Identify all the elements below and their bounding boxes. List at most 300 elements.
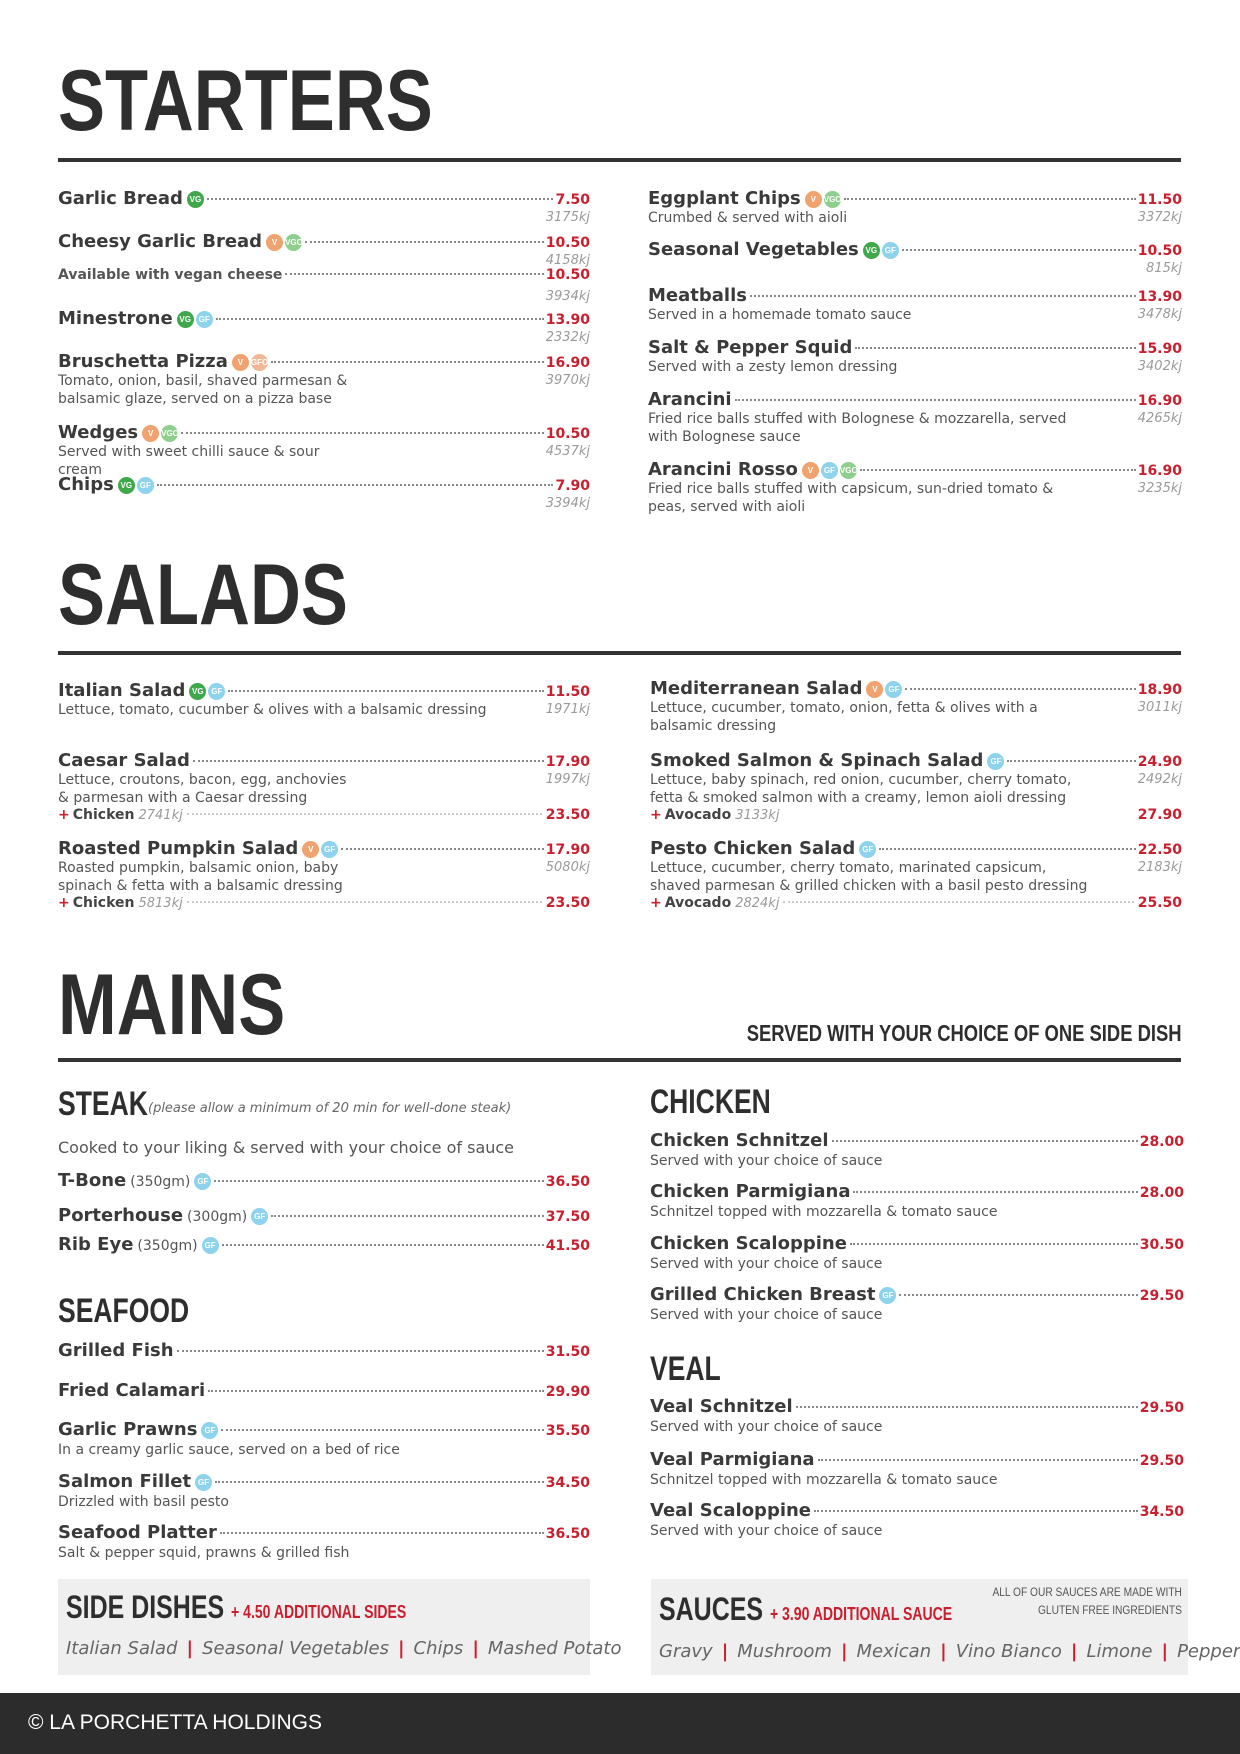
- chicken-title: CHICKEN: [650, 1083, 771, 1121]
- item-weight: (350gm): [137, 1238, 198, 1254]
- item-kilojoules: 1971kj: [545, 702, 590, 717]
- dietary-badges: [866, 681, 902, 698]
- side-dish-italian-salad: Italian Salad: [66, 1638, 178, 1659]
- badge-gf-icon: GF: [821, 462, 838, 479]
- item-description: Served with your choice of sauce: [650, 1419, 883, 1435]
- sauces-title-text: SAUCES: [659, 1591, 764, 1627]
- leader-dots: [216, 318, 544, 320]
- addon-kilojoules: 2824kj: [735, 896, 780, 911]
- badge-vgo-icon: VGO: [840, 462, 857, 479]
- item-kilojoules: 2492kj: [1137, 772, 1182, 787]
- badge-gf-icon: GF: [879, 1287, 896, 1304]
- badge-vg-icon: VG: [189, 683, 206, 700]
- menu-item-row: [650, 838, 1182, 860]
- sauces-extra: + 3.90 ADDITIONAL SAUCE: [769, 1604, 953, 1624]
- menu-item-mediterranean-salad: [650, 678, 1182, 735]
- addon-name: Avocado: [664, 895, 732, 911]
- addon-kilojoules: 2741kj: [138, 808, 183, 823]
- item-description: Served with your choice of sauce: [650, 1153, 883, 1169]
- mains-side-note: SERVED WITH YOUR CHOICE OF ONE SIDE DISH: [747, 1020, 1182, 1046]
- side-dish-chips: Chips: [413, 1638, 464, 1659]
- leader-dots: [844, 198, 1136, 200]
- leader-dots: [215, 1481, 544, 1483]
- sauces-gf-note-line1: ALL OF OUR SAUCES ARE MADE WITH: [992, 1585, 1182, 1599]
- item-description: Served with a zesty lemon dressing: [648, 359, 898, 375]
- leader-dots: [796, 1406, 1138, 1408]
- salads-heading: SALADS: [58, 547, 348, 643]
- item-description: Served in a homemade tomato sauce: [648, 307, 912, 323]
- menu-item-row: [650, 1181, 1184, 1203]
- item-description: Fried rice balls stuffed with Bolognese & mozzarella, served with Bolognese sauce: [648, 411, 1067, 445]
- addon-leader: [187, 813, 542, 815]
- badge-vg-icon: VG: [177, 311, 194, 328]
- badge-v-icon: V: [866, 681, 883, 698]
- side-dishes-title-text: SIDE DISHES: [66, 1589, 225, 1625]
- item-kilojoules: 4265kj: [1137, 411, 1182, 426]
- item-description: Fried rice balls stuffed with capsicum, sun-dried tomato & peas, served with aioli: [648, 481, 1054, 515]
- item-price: 10.50: [545, 235, 590, 251]
- menu-item-row: [58, 750, 590, 772]
- addon-plus: +: [58, 807, 70, 823]
- leader-dots: [1007, 760, 1135, 762]
- item-name: Garlic Bread: [58, 188, 183, 209]
- menu-item-row: [58, 474, 590, 496]
- addon-plus: +: [650, 895, 662, 911]
- item-name: Italian Salad: [58, 680, 186, 701]
- badge-gfo-icon: GFO: [251, 354, 268, 371]
- starters-rule: [58, 158, 1181, 162]
- menu-item-garlic-bread: [58, 188, 590, 226]
- dietary-badges: [232, 354, 268, 371]
- menu-item-row: [648, 459, 1182, 481]
- badge-gf-icon: GF: [201, 1422, 218, 1439]
- addon-row: [650, 807, 1182, 825]
- badge-gf-icon: GF: [137, 477, 154, 494]
- dietary-badges: [863, 242, 899, 259]
- item-kilojoules: 3372kj: [1137, 210, 1182, 225]
- dietary-badges: [802, 462, 857, 479]
- addon-kilojoules: 3133kj: [735, 808, 780, 823]
- leader-dots: [905, 688, 1135, 690]
- item-price: 34.50: [545, 1475, 590, 1491]
- leader-dots: [832, 1140, 1138, 1142]
- item-name: Chips: [58, 474, 114, 495]
- dietary-badges: [302, 841, 338, 858]
- starters-heading: STARTERS: [58, 53, 433, 149]
- badge-v-icon: V: [232, 354, 249, 371]
- badge-gf-icon: GF: [251, 1208, 268, 1225]
- mains-rule: [58, 1058, 1181, 1062]
- item-kilojoules: 815kj: [1146, 261, 1182, 276]
- badge-gf-icon: GF: [987, 753, 1004, 770]
- item-name: Grilled Fish: [58, 1340, 174, 1361]
- item-kilojoules: 3011kj: [1137, 700, 1182, 715]
- item-description: Lettuce, cucumber, tomato, onion, fetta & olives with a balsamic dressing: [650, 700, 1038, 734]
- menu-item-row: [58, 231, 590, 253]
- item-kilojoules: 3402kj: [1137, 359, 1182, 374]
- item-price: 29.50: [1139, 1400, 1184, 1416]
- item-price: 36.50: [545, 1526, 590, 1542]
- item-description: Lettuce, cucumber, cherry tomato, marinated capsicum, shaved parmesan & grilled chicken with a basil pesto dressing: [650, 860, 1088, 894]
- menu-item-pesto-chicken-salad: [650, 838, 1182, 913]
- leader-dots: [860, 469, 1136, 471]
- leader-dots: [177, 1350, 544, 1352]
- item-price: 30.50: [1139, 1237, 1184, 1253]
- item-kilojoules: 3235kj: [1137, 481, 1182, 496]
- item-description: Tomato, onion, basil, shaved parmesan & balsamic glaze, served on a pizza base: [58, 373, 348, 407]
- leader-dots: [853, 1191, 1137, 1193]
- dietary-badges: [118, 477, 154, 494]
- dietary-badges: [201, 1422, 218, 1439]
- dietary-badges: [177, 311, 213, 328]
- sauces-gf-note: [993, 1583, 1182, 1619]
- item-price: 29.50: [1139, 1453, 1184, 1469]
- menu-item-row: [650, 1500, 1184, 1522]
- menu-item-row: [58, 1205, 590, 1227]
- side-dish-mashed-potato: Mashed Potato: [487, 1638, 622, 1659]
- dietary-badges: [189, 683, 225, 700]
- separator: |: [397, 1638, 405, 1659]
- item-price: 35.50: [545, 1423, 590, 1439]
- item-price: 13.90: [1137, 289, 1182, 305]
- item-price: 11.50: [545, 684, 590, 700]
- menu-item-caesar-salad: [58, 750, 590, 825]
- menu-item-row: [58, 1471, 590, 1493]
- item-name: Veal Scaloppine: [650, 1500, 812, 1521]
- sauce-vino-bianco: Vino Bianco: [955, 1641, 1062, 1662]
- item-price: 16.90: [1137, 393, 1182, 409]
- item-price: 13.90: [545, 312, 590, 328]
- item-name: Pesto Chicken Salad: [650, 838, 856, 859]
- menu-item-grilled-chicken-breast: [650, 1284, 1184, 1324]
- menu-item-salt-pepper-squid: [648, 337, 1182, 376]
- item-name: Available with vegan cheese: [58, 267, 283, 283]
- menu-item-chicken-parmigiana: [650, 1181, 1184, 1221]
- leader-dots: [818, 1459, 1138, 1461]
- veal-title: VEAL: [650, 1350, 721, 1388]
- menu-item-row: [58, 267, 590, 289]
- menu-item-row: [648, 188, 1182, 210]
- side-dishes-box: [58, 1579, 622, 1675]
- item-kilojoules: 3394kj: [545, 496, 590, 511]
- item-price: 17.90: [545, 754, 590, 770]
- menu-item-row: [58, 351, 590, 373]
- item-name: Eggplant Chips: [648, 188, 801, 209]
- addon-row: [58, 895, 590, 913]
- salads-rule: [58, 651, 1181, 655]
- side-dish-seasonal-vegetables: Seasonal Vegetables: [202, 1638, 389, 1659]
- side-dishes-list: [66, 1638, 621, 1659]
- item-name: Chicken Parmigiana: [650, 1181, 851, 1202]
- menu-item-salmon-fillet: [58, 1471, 590, 1511]
- addon-leader: [187, 901, 542, 903]
- menu-item-minestrone: [58, 308, 590, 346]
- badge-vgo-icon: VGO: [285, 234, 302, 251]
- leader-dots: [750, 295, 1136, 297]
- badge-vg-icon: VG: [187, 191, 204, 208]
- menu-item-t-bone: [58, 1170, 590, 1192]
- item-description: Roasted pumpkin, balsamic onion, baby spinach & fetta with a balsamic dressing: [58, 860, 343, 894]
- dietary-badges: [251, 1208, 268, 1225]
- item-name: Bruschetta Pizza: [58, 351, 228, 372]
- menu-item-row: [648, 239, 1182, 261]
- menu-item-row: [58, 1380, 590, 1402]
- item-name: Veal Schnitzel: [650, 1396, 793, 1417]
- menu-item-bruschetta-pizza: [58, 351, 590, 408]
- item-description: Served with your choice of sauce: [650, 1523, 883, 1539]
- leader-dots: [735, 399, 1136, 401]
- dietary-badges: [195, 1474, 212, 1491]
- item-name: Chicken Schnitzel: [650, 1130, 829, 1151]
- menu-item-row: [58, 1170, 590, 1192]
- item-price: 7.90: [555, 478, 590, 494]
- leader-dots: [157, 484, 554, 486]
- addon-kilojoules: 5813kj: [138, 896, 183, 911]
- menu-item-row: [650, 750, 1182, 772]
- menu-item-fried-calamari: [58, 1380, 590, 1402]
- addon-name: Chicken: [72, 895, 135, 911]
- item-price: 22.50: [1137, 842, 1182, 858]
- dietary-badges: [202, 1237, 219, 1254]
- menu-item-row: [650, 1396, 1184, 1418]
- item-description: Schnitzel topped with mozzarella & tomato sauce: [650, 1204, 998, 1220]
- menu-item-veal-parmigiana: [650, 1449, 1184, 1489]
- addon-row: [650, 895, 1182, 913]
- addon-leader: [783, 901, 1133, 903]
- menu-item-meatballs: [648, 285, 1182, 324]
- sauce-mushroom: Mushroom: [737, 1641, 832, 1662]
- item-weight: (350gm): [130, 1174, 191, 1190]
- item-kilojoules: 3478kj: [1137, 307, 1182, 322]
- leader-dots: [850, 1243, 1138, 1245]
- sauces-gf-note-line2: GLUTEN FREE INGREDIENTS: [1038, 1603, 1182, 1617]
- separator: |: [472, 1638, 479, 1659]
- item-description: Lettuce, croutons, bacon, egg, anchovies & parmesan with a Caesar dressing: [58, 772, 347, 806]
- dietary-badges: [142, 425, 178, 442]
- leader-dots: [879, 848, 1135, 850]
- item-name: Seafood Platter: [58, 1522, 217, 1543]
- menu-item-row: [650, 1449, 1184, 1471]
- item-price: 10.50: [545, 267, 590, 283]
- badge-gf-icon: GF: [208, 683, 225, 700]
- leader-dots: [271, 361, 544, 363]
- sauce-gravy: Gravy: [659, 1641, 713, 1662]
- menu-item-row: [58, 422, 590, 444]
- menu-item-row: [58, 188, 590, 210]
- steak-note: (please allow a minimum of 20 min for well-done steak): [148, 1101, 512, 1116]
- item-kilojoules: 3970kj: [545, 373, 590, 388]
- steak-intro: Cooked to your liking & served with your choice of sauce: [58, 1138, 515, 1157]
- item-name: Cheesy Garlic Bread: [58, 231, 263, 252]
- item-name: Rib Eye: [58, 1234, 134, 1255]
- item-name: Veal Parmigiana: [650, 1449, 815, 1470]
- menu-item-chicken-schnitzel: [650, 1130, 1184, 1170]
- item-kilojoules: 3175kj: [545, 210, 590, 225]
- item-price: 28.00: [1139, 1134, 1184, 1150]
- menu-item-grilled-fish: [58, 1340, 590, 1362]
- addon-plus: +: [650, 807, 662, 823]
- menu-item-veal-schnitzel: [650, 1396, 1184, 1436]
- item-name: Mediterranean Salad: [650, 678, 863, 699]
- item-name: T-Bone: [58, 1170, 127, 1191]
- badge-gf-icon: GF: [202, 1237, 219, 1254]
- sauce-limone: Limone: [1086, 1641, 1153, 1662]
- menu-item-veal-scaloppine: [650, 1500, 1184, 1540]
- sauce-pepper: Pepper: [1177, 1641, 1240, 1662]
- menu-item-row: [650, 1130, 1184, 1152]
- leader-dots: [193, 760, 544, 762]
- item-price: 29.50: [1139, 1288, 1184, 1304]
- item-name: Salt & Pepper Squid: [648, 337, 853, 358]
- menu-item-row: [58, 1419, 590, 1441]
- separator: |: [721, 1641, 729, 1662]
- leader-dots: [222, 1244, 544, 1246]
- badge-gf-icon: GF: [196, 311, 213, 328]
- leader-dots: [902, 249, 1136, 251]
- item-name: Meatballs: [648, 285, 747, 306]
- badge-gf-icon: GF: [859, 841, 876, 858]
- item-price: 29.90: [545, 1384, 590, 1400]
- menu-item-row: [58, 1340, 590, 1362]
- item-price: 11.50: [1137, 192, 1182, 208]
- item-description: Schnitzel topped with mozzarella & tomato sauce: [650, 1472, 998, 1488]
- sauces-title: [659, 1591, 952, 1628]
- menu-item-row: [648, 285, 1182, 307]
- item-price: 7.50: [555, 192, 590, 208]
- badge-gf-icon: GF: [194, 1173, 211, 1190]
- menu-item-seafood-platter: [58, 1522, 590, 1562]
- badge-v-icon: V: [142, 425, 159, 442]
- item-price: 41.50: [545, 1238, 590, 1254]
- item-name: Porterhouse: [58, 1205, 184, 1226]
- item-price: 16.90: [1137, 463, 1182, 479]
- leader-dots: [899, 1294, 1137, 1296]
- menu-item-row: [650, 678, 1182, 700]
- addon-price: 25.50: [1137, 895, 1182, 911]
- leader-dots: [814, 1510, 1138, 1512]
- item-price: 10.50: [545, 426, 590, 442]
- item-name: Smoked Salmon & Spinach Salad: [650, 750, 984, 771]
- dietary-badges: [194, 1173, 211, 1190]
- badge-vgo-icon: VGO: [161, 425, 178, 442]
- menu-item-row: [58, 1234, 590, 1256]
- leader-dots: [220, 1532, 544, 1534]
- badge-v-icon: V: [802, 462, 819, 479]
- item-kilojoules: 4537kj: [545, 444, 590, 459]
- menu-item-row: [58, 308, 590, 330]
- badge-gf-icon: GF: [882, 242, 899, 259]
- item-price: 31.50: [545, 1344, 590, 1360]
- seafood-title: SEAFOOD: [58, 1292, 190, 1330]
- footer: [0, 1693, 1240, 1754]
- separator: |: [840, 1641, 848, 1662]
- dietary-badges: [187, 191, 204, 208]
- menu-item-row: [58, 838, 590, 860]
- badge-v-icon: V: [302, 841, 319, 858]
- item-name: Caesar Salad: [58, 750, 190, 771]
- item-description: Crumbed & served with aioli: [648, 210, 848, 226]
- item-name: Arancini Rosso: [648, 459, 798, 480]
- addon-price: 23.50: [545, 895, 590, 911]
- item-price: 15.90: [1137, 341, 1182, 357]
- leader-dots: [214, 1180, 543, 1182]
- menu-item-chicken-scaloppine: [650, 1233, 1184, 1273]
- separator: |: [940, 1641, 947, 1662]
- item-description: Lettuce, baby spinach, red onion, cucumber, cherry tomato, fetta & smoked salmon with a creamy, lemon aioli dressing: [650, 772, 1072, 806]
- addon-row: [58, 807, 590, 825]
- dietary-badges: [987, 753, 1004, 770]
- item-price: 17.90: [545, 842, 590, 858]
- menu-item-porterhouse: [58, 1205, 590, 1227]
- item-price: 28.00: [1139, 1185, 1184, 1201]
- item-name: Fried Calamari: [58, 1380, 206, 1401]
- sauce-mexican: Mexican: [856, 1641, 932, 1662]
- item-description: Lettuce, tomato, cucumber & olives with a balsamic dressing: [58, 702, 487, 718]
- badge-vg-icon: VG: [118, 477, 135, 494]
- item-price: 37.50: [545, 1209, 590, 1225]
- menu-item-italian-salad: [58, 680, 590, 719]
- item-name: Seasonal Vegetables: [648, 239, 859, 260]
- item-name: Roasted Pumpkin Salad: [58, 838, 299, 859]
- mains-heading: MAINS: [58, 957, 286, 1053]
- menu-item-garlic-prawns: [58, 1419, 590, 1459]
- addon-price: 23.50: [545, 807, 590, 823]
- item-name: Chicken Scaloppine: [650, 1233, 847, 1254]
- badge-gf-icon: GF: [195, 1474, 212, 1491]
- menu-item-arancini: [648, 389, 1182, 446]
- dietary-badges: [266, 234, 302, 251]
- dietary-badges: [805, 191, 841, 208]
- separator: |: [186, 1638, 194, 1659]
- menu-item-row: [648, 389, 1182, 411]
- item-description: Drizzled with basil pesto: [58, 1494, 229, 1510]
- addon-price: 27.90: [1137, 807, 1182, 823]
- sauces-box: [651, 1579, 1240, 1675]
- item-price: 34.50: [1139, 1504, 1184, 1520]
- sauces-list: [659, 1641, 1240, 1662]
- menu-item-row: [58, 680, 590, 702]
- dietary-badges: [859, 841, 876, 858]
- menu-item-row: [650, 1284, 1184, 1306]
- leader-dots: [208, 1390, 544, 1392]
- leader-dots: [221, 1429, 543, 1431]
- item-name: Grilled Chicken Breast: [650, 1284, 876, 1305]
- item-weight: (300gm): [187, 1209, 248, 1225]
- menu-item-smoked-salmon-spinach-salad: [650, 750, 1182, 825]
- item-price: 24.90: [1137, 754, 1182, 770]
- item-description: In a creamy garlic sauce, served on a bed of rice: [58, 1442, 400, 1458]
- item-description: Served with your choice of sauce: [650, 1256, 883, 1272]
- menu-item-eggplant-chips: [648, 188, 1182, 227]
- separator: |: [1070, 1641, 1078, 1662]
- addon-name: Chicken: [72, 807, 135, 823]
- item-kilojoules: 2183kj: [1137, 860, 1182, 875]
- menu-item-row: [650, 1233, 1184, 1255]
- menu-item-wedges: [58, 422, 590, 479]
- leader-dots: [228, 690, 543, 692]
- badge-vg-icon: VG: [863, 242, 880, 259]
- separator: |: [1161, 1641, 1169, 1662]
- side-dishes-title: [66, 1589, 406, 1626]
- leader-dots: [285, 273, 543, 275]
- badge-gf-icon: GF: [885, 681, 902, 698]
- item-price: 18.90: [1137, 682, 1182, 698]
- item-description: Served with sweet chilli sauce & sour cream: [58, 444, 320, 478]
- item-kilojoules: 2332kj: [545, 330, 590, 345]
- menu-item-rib-eye: [58, 1234, 590, 1256]
- leader-dots: [341, 848, 543, 850]
- footer-copyright: © LA PORCHETTA HOLDINGS: [28, 1711, 322, 1734]
